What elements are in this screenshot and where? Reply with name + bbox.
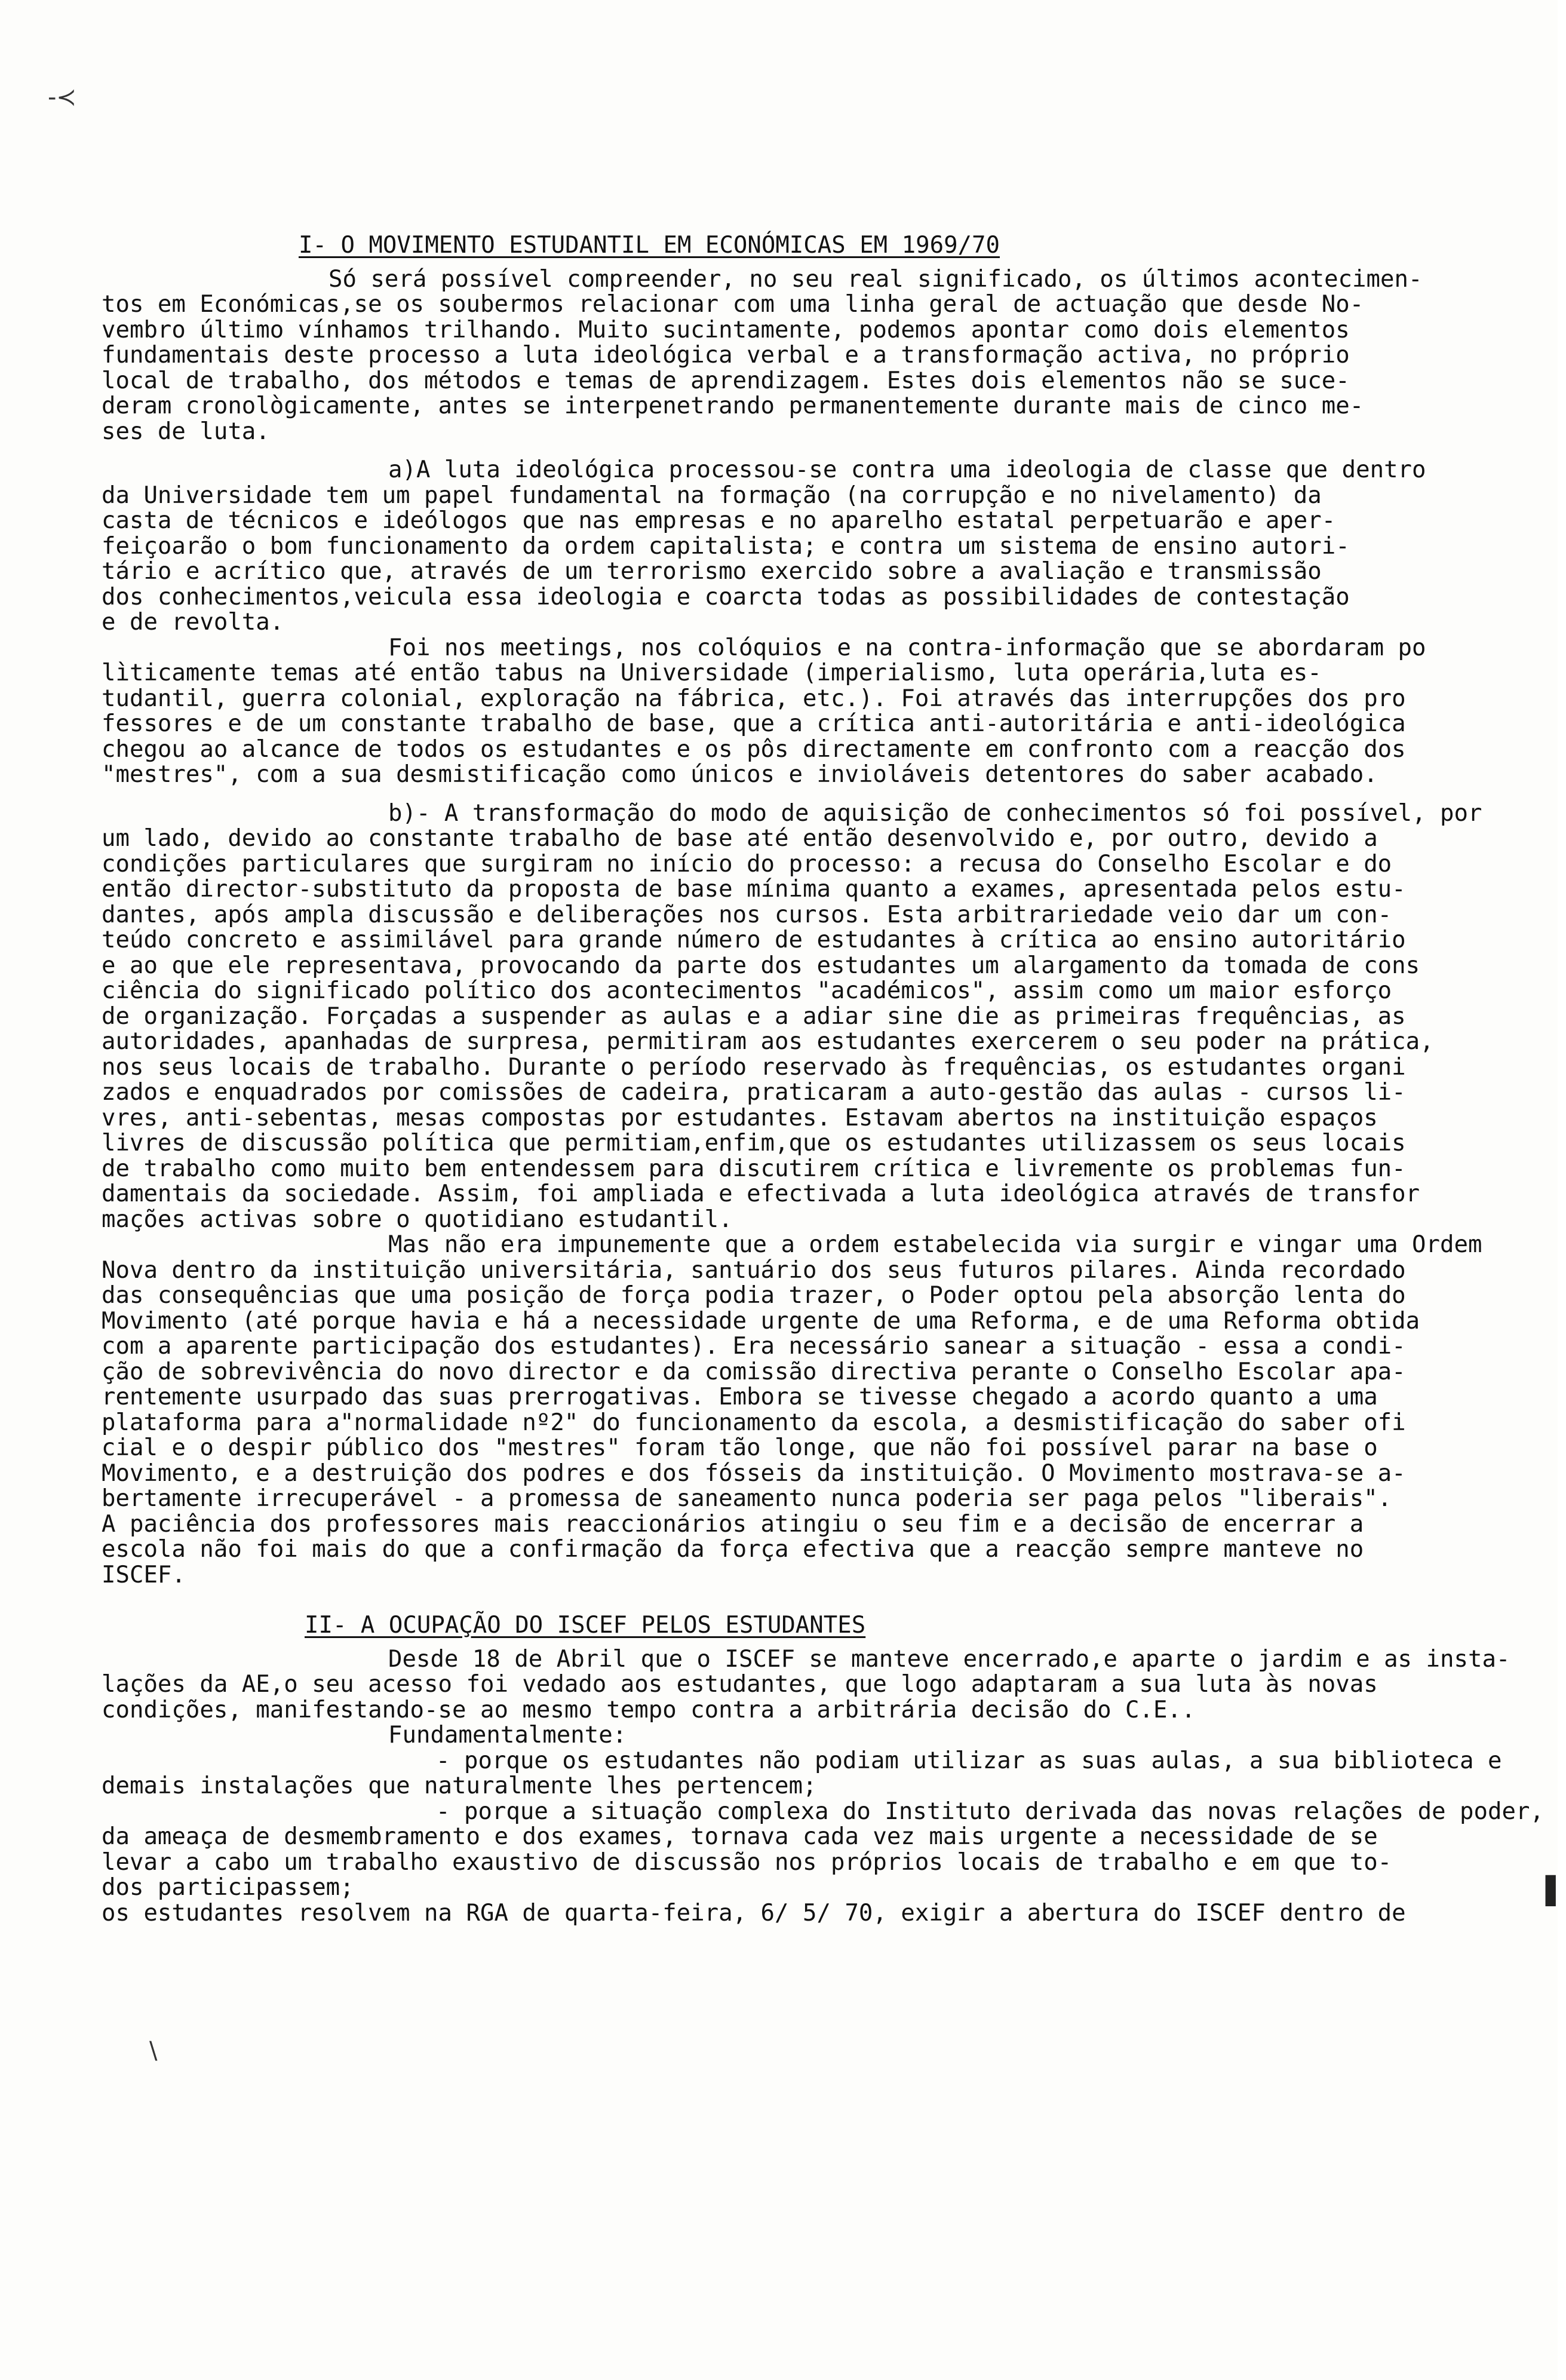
text-line: dos conhecimentos,veicula essa ideologia e coarcta todas as possibilidades de contestação	[102, 583, 1350, 611]
text-line: livres de discussão política que permitiam,enfim,que os estudantes utilizassem os seus locais	[102, 1130, 1406, 1157]
text-line: Desde 18 de Abril que o ISCEF se manteve encerrado,e aparte o jardim e as insta-	[388, 1645, 1510, 1673]
text-line: e ao que ele representava, provocando da parte dos estudantes um alargamento da tomada de cons	[102, 952, 1420, 979]
text-line: - porque os estudantes não podiam utilizar as suas aulas, a sua biblioteca e	[436, 1747, 1502, 1774]
text-line: rentemente usurpado das suas prerrogativas. Embora se tivesse chegado a acordo quanto a uma	[102, 1384, 1378, 1410]
text-line: dantes, após ampla discussão e deliberações nos cursos. Esta arbitrariedade veio dar um con-	[102, 901, 1392, 928]
text-line: A paciência dos professores mais reaccionários atingiu o seu fim e a decisão de encerrar a	[102, 1510, 1364, 1538]
text-line: vres, anti-sebentas, mesas compostas por estudantes. Estavam abertos na instituição espaços	[102, 1104, 1378, 1131]
text-line: lìticamente temas até então tabus na Universidade (imperialismo, luta operária,luta es-	[102, 660, 1322, 686]
text-line: de trabalho como muito bem entendessem para discutirem crítica e livremente os problemas fun-	[102, 1155, 1406, 1182]
text-line: ISCEF.	[102, 1561, 186, 1588]
text-line: da ameaça de desmembramento e dos exames, tornava cada vez mais urgente a necessidade de se	[102, 1823, 1378, 1850]
text-line: Nova dentro da instituição universitária, santuário dos seus futuros pilares. Ainda recordado	[102, 1256, 1406, 1284]
text-line: tudantil, guerra colonial, exploração na fábrica, etc.). Foi através das interrupções dos pro	[102, 685, 1406, 712]
section-1-heading: I- O MOVIMENTO ESTUDANTIL EM ECONÓMICAS EM 1969/70	[299, 232, 1000, 259]
text-line: damentais da sociedade. Assim, foi ampliada e efectivada a luta ideológica através de transfor	[102, 1180, 1420, 1207]
text-line: ses de luta.	[102, 418, 270, 445]
text-line: feiçoarão o bom funcionamento da ordem capitalista; e contra um sistema de ensino autori-	[102, 532, 1350, 560]
text-line: zados e enquadrados por comissões de cadeira, praticaram a auto-gestão das aulas - cursos li-	[102, 1079, 1406, 1106]
text-line: os estudantes resolvem na RGA de quarta-feira, 6/ 5/ 70, exigir a abertura do ISCEF dentro de	[102, 1899, 1406, 1927]
text-line: ção de sobrevivência do novo director e da comissão directiva perante o Conselho Escolar apa-	[102, 1358, 1406, 1385]
section-2-heading: II- A OCUPAÇÃO DO ISCEF PELOS ESTUDANTES	[305, 1612, 866, 1639]
text-line: "mestres", com a sua desmistificação como únicos e invioláveis detentores do saber acabado.	[102, 761, 1378, 788]
text-line: fessores e de um constante trabalho de base, que a crítica anti-autoritária e anti-ideológica	[102, 710, 1406, 737]
text-line: local de trabalho, dos métodos e temas de aprendizagem. Estes dois elementos não se suce-	[102, 367, 1350, 394]
text-line: demais instalações que naturalmente lhes pertencem;	[102, 1772, 817, 1799]
text-line: Movimento, e a destruição dos podres e dos fósseis da instituição. O Movimento mostrava-se a-	[102, 1459, 1406, 1487]
text-line: então director-substituto da proposta de base mínima quanto a exames, apresentada pelos estu-	[102, 876, 1406, 903]
text-line: tário e acrítico que, através de um terrorismo exercido sobre a avaliação e transmissão	[102, 558, 1322, 585]
document-body	[102, 232, 1544, 1927]
text-line: - porque a situação complexa do Instituto derivada das novas relações de poder,	[436, 1798, 1544, 1825]
text-line: teúdo concreto e assimilável para grande número de estudantes à crítica ao ensino autoritário	[102, 927, 1406, 953]
text-line: e de revolta.	[102, 609, 284, 636]
corner-mark: -≺	[48, 84, 76, 111]
text-line: das consequências que uma posição de força podia trazer, o Poder optou pela absorção lenta do	[102, 1282, 1406, 1309]
text-line: fundamentais deste processo a luta ideológica verbal e a transformação activa, no próprio	[102, 342, 1350, 369]
text-line: a)A luta ideológica processou-se contra uma ideologia de classe que dentro	[388, 456, 1426, 483]
text-line: chegou ao alcance de todos os estudantes e os pôs directamente em confronto com a reacção dos	[102, 735, 1406, 763]
text-line: Só será possível compreender, no seu real significado, os últimos acontecimen-	[328, 265, 1423, 293]
text-line: Mas não era impunemente que a ordem estabelecida via surgir e vingar uma Ordem	[388, 1231, 1482, 1258]
text-line: deram cronològicamente, antes se interpenetrando permanentemente durante mais de cinco me-	[102, 392, 1364, 419]
text-line: tos em Económicas,se os soubermos relacionar com uma linha geral de actuação que desde No-	[102, 291, 1364, 318]
text-line: bertamente irrecuperável - a promessa de saneamento nunca poderia ser paga pelos "liberais".	[102, 1485, 1392, 1512]
margin-tick-mark: \	[149, 2037, 158, 2065]
text-line: b)- A transformação do modo de aquisição de conhecimentos só foi possível, por	[388, 799, 1482, 827]
right-edge-mark: ▌	[1546, 1876, 1566, 1906]
text-line: condições, manifestando-se ao mesmo tempo contra a arbitrária decisão do C.E..	[102, 1696, 1196, 1723]
text-line: condições particulares que surgiram no início do processo: a recusa do Conselho Escolar e do	[102, 850, 1392, 878]
text-line: casta de técnicos e ideólogos que nas empresas e no aparelho estatal perpetuarão e aper-	[102, 507, 1336, 534]
text-line: levar a cabo um trabalho exaustivo de discussão nos próprios locais de trabalho e em que to-	[102, 1848, 1392, 1876]
text-line: nos seus locais de trabalho. Durante o período reservado às frequências, os estudantes organi	[102, 1053, 1406, 1081]
text-line: escola não foi mais do que a confirmação da força efectiva que a reacção sempre manteve no	[102, 1536, 1364, 1563]
text-line: de organização. Forçadas a suspender as aulas e a adiar sine die as primeiras frequências, as	[102, 1002, 1406, 1030]
text-line: cial e o despir público dos "mestres" foram tão longe, que não foi possível parar na base o	[102, 1434, 1378, 1461]
text-line: dos participassem;	[102, 1874, 354, 1901]
text-line: autoridades, apanhadas de surpresa, permitiram aos estudantes exercerem o seu poder na prática,	[102, 1028, 1434, 1055]
text-line: lações da AE,o seu acesso foi vedado aos estudantes, que logo adaptaram a sua luta às novas	[102, 1671, 1378, 1698]
text-line: Movimento (até porque havia e há a necessidade urgente de uma Reforma, e de uma Reforma obtida	[102, 1307, 1420, 1335]
text-line: um lado, devido ao constante trabalho de base até então desenvolvido e, por outro, devido a	[102, 825, 1378, 852]
text-line: Foi nos meetings, nos colóquios e na contra-informação que se abordaram po	[388, 634, 1426, 661]
text-line: mações activas sobre o quotidiano estudantil.	[102, 1206, 733, 1233]
text-line: plataforma para a"normalidade nº2" do funcionamento da escola, a desmistificação do saber ofi	[102, 1409, 1406, 1436]
text-line: vembro último vínhamos trilhando. Muito sucintamente, podemos apontar como dois elementos	[102, 316, 1350, 343]
text-line: ciência do significado político dos acontecimentos "académicos", assim como um maior esforço	[102, 977, 1392, 1004]
text-line: da Universidade tem um papel fundamental na formação (na corrupção e no nivelamento) da	[102, 481, 1322, 509]
text-line: Fundamentalmente:	[388, 1722, 627, 1749]
text-line: com a aparente participação dos estudantes). Era necessário sanear a situação - essa a condi-	[102, 1333, 1406, 1360]
